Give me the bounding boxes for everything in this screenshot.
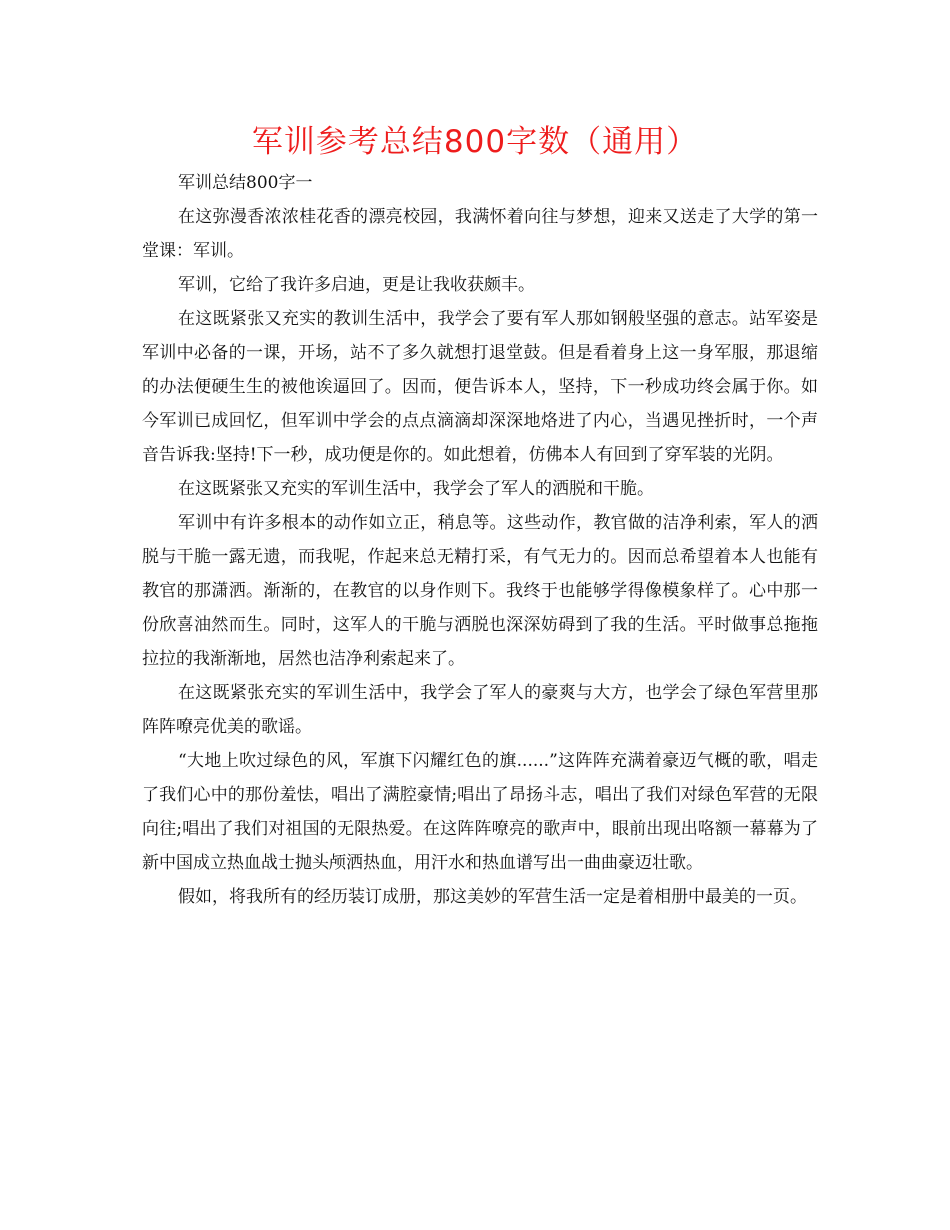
paragraph: 假如，将我所有的经历装订成册，那这美妙的军营生活一定是着相册中最美的一页。	[178, 887, 807, 907]
paragraph: 军训总结800字一	[178, 173, 313, 193]
paragraph: 在这弥漫香浓浓桂花香的漂亮校园，我满怀着向往与梦想，迎来又送走了大学的第一堂课：军训。	[142, 207, 818, 261]
paragraph: 在这既紧张又充实的军训生活中，我学会了军人的洒脱和干脆。	[178, 479, 654, 499]
document-title: 军训参考总结800字数（通用）	[251, 124, 699, 160]
paragraph: 在这既紧张又充实的教训生活中，我学会了要有军人那如钢般坚强的意志。站军姿是军训中必备的一课，开场，站不了多久就想打退堂鼓。但是看着身上这一身军服，那退缩的办法便硬生生的被他诶逼回了。因而，便告诉本人，坚持，下一秒成功终会属于你。如今军训已成回忆，但军训中学会的点点滴滴却深深地烙进了内心，当遇见挫折时，一个声音告诉我:坚持!下一秒，成功便是你的。如此想着，仿佛本人有回到了穿军装的光阴。	[142, 309, 818, 465]
paragraph: 军训中有许多根本的动作如立正，稍息等。这些动作，教官做的洁净利索，军人的洒脱与干脆一露无遗，而我呢，作起来总无精打采，有气无力的。因而总希望着本人也能有教官的那潇洒。渐渐的，在教官的以身作则下。我终于也能够学得像模象样了。心中那一份欣喜油然而生。同时，这军人的干脆与洒脱也深深妨碍到了我的生活。平时做事总拖拖拉拉的我渐渐地，居然也洁净利索起来了。	[142, 513, 818, 669]
document-body	[142, 166, 818, 914]
paragraph: 在这既紧张充实的军训生活中，我学会了军人的豪爽与大方，也学会了绿色军营里那阵阵嘹亮优美的歌谣。	[142, 683, 818, 737]
paragraph: “大地上吹过绿色的风，军旗下闪耀红色的旗......”这阵阵充满着豪迈气概的歌，唱走了我们心中的那份羞怯，唱出了满腔豪情;唱出了昂扬斗志，唱出了我们对绿色军营的无限向往;唱出了我们对祖国的无限热爱。在这阵阵嘹亮的歌声中，眼前出现出咯额一幕幕为了新中国成立热血战士抛头颅洒热血，用汗水和热血谱写出一曲曲豪迈壮歌。	[142, 751, 818, 873]
paragraph: 军训，它给了我许多启迪，更是让我收获颇丰。	[178, 275, 535, 295]
